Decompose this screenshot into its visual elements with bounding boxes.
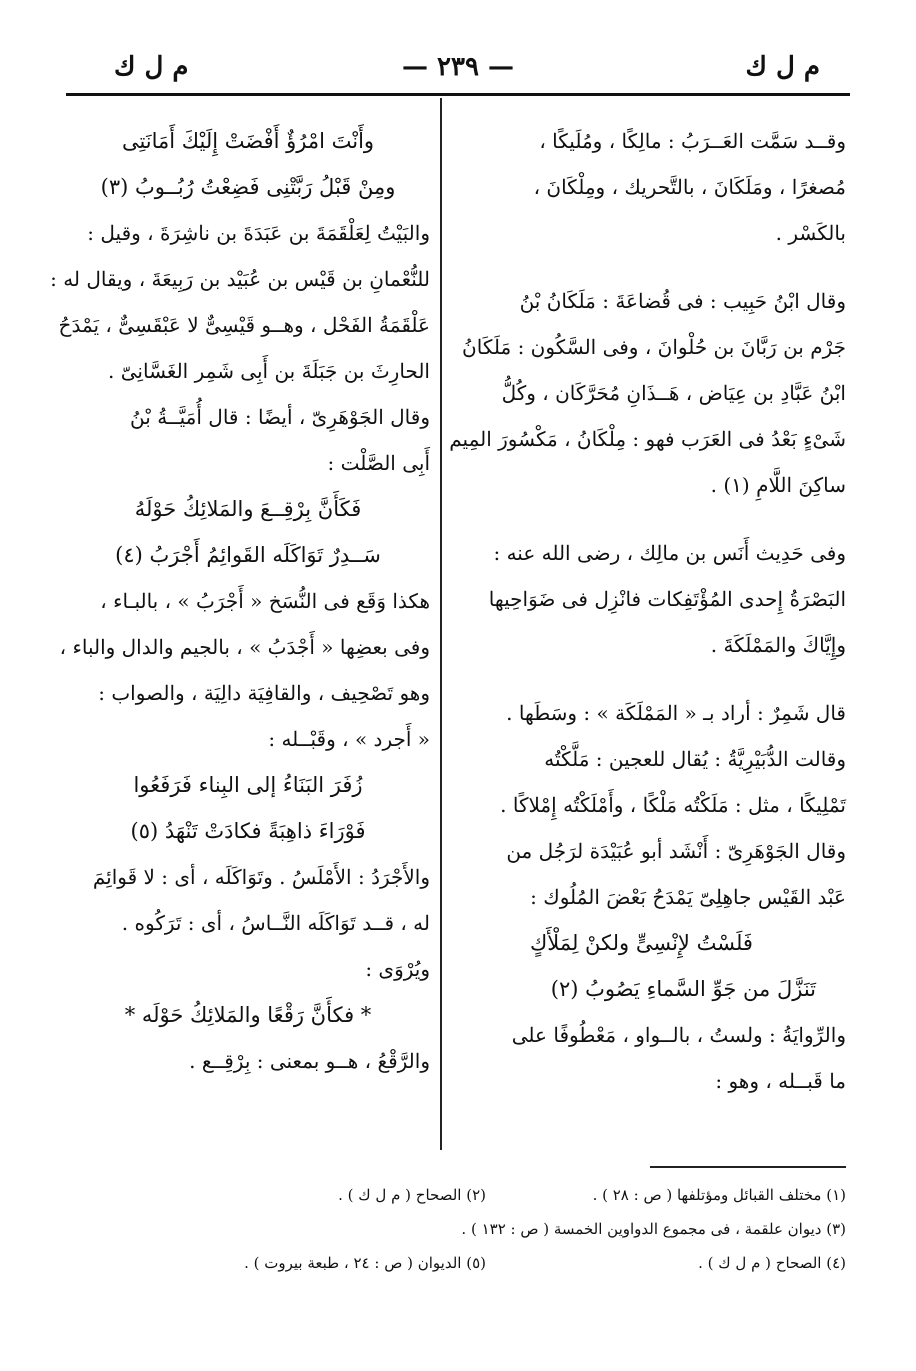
text-line: وقال الجَوْهَرِىّ : أَنْشَد أبو عُبَيْدَة لرَجُل من [506,839,846,863]
header-root-left: م ل ك [114,52,189,82]
footnote-rule [650,1166,846,1168]
text-line: وقال الجَوْهَرِىّ ، أيضًا : قال أُمَيَّــةُ بْنُ [130,405,430,429]
text-line: له ، قــد تَوَاكَلَه النَّــاسُ ، أى : تَرَكُوه . [121,911,430,935]
footnote: (٥) الديوان ( ص : ٢٤ ، طبعة بيروت ) . [244,1254,486,1272]
text-line: ويُرْوَى : [365,957,430,981]
paragraph-gap [490,508,846,530]
footnote [126,1212,486,1246]
text-line: الحارِثَ بن جَبَلَةَ بن أَبِى شَمِر الغَسَّانِىّ . [108,359,430,383]
verse-line: سَــدِرٌ تَوَاكَلَه القَوائِمُ أَجْرَبُ (٤) [115,543,381,567]
text-line: وإِيَّاكَ والمَمْلَكَةَ . [710,633,846,657]
text-line: جَرْم بن رَبَّانَ بن حُلْوانَ ، وفى السَّكُون : مَلَكَانُ [462,335,846,359]
footnote: (١) مختلف القبائل ومؤتلفها ( ص : ٢٨ ) . [592,1186,846,1204]
page-header [66,48,850,90]
verse-line: فَلَسْتُ لإِنْسِىٍّ ولكنْ لِمَلْأَكٍ [530,931,753,955]
text-line: أَبِى الصَّلْت : [327,451,430,475]
text-line: عَبْد القَيْس جاهِلِىّ يَمْدَحُ بَعْضَ المُلُوك : [530,885,846,909]
right-column [449,118,846,1104]
verse-line: زُفَرَ البَنَاءُ إلى البِناء فَرَفَعُوا [133,773,363,797]
footnote-row [126,1246,846,1280]
column-divider [440,98,442,1150]
footnote: (٤) الصحاح ( م ل ك ) . [698,1254,846,1272]
text-line: ما قَبــله ، وهو : [715,1069,846,1093]
text-line: مُصغرًا ، ومَلَكَانَ ، بالتَّحريك ، ومِلْكَانَ ، [533,175,846,199]
left-column [50,118,430,1084]
text-line: عَلْقَمَةُ الفَحْل ، وهــو قَيْسِىٌّ لا عَبْقَسِىٌّ ، يَمْدَحُ [58,313,430,337]
text-line: « أَجرد » ، وقَبْــله : [268,727,430,751]
footnote: (٣) ديوان علقمة ، فى مجموع الدواوين الخمسة ( ص : ١٣٢ ) . [461,1220,846,1238]
text-line: والرَّقْعُ ، هــو بمعنى : بِرْقِــع . [189,1049,430,1073]
header-root-right: م ل ك [745,52,820,82]
text-line: وفى بعضِها « أَجْدَبُ » ، بالجيم والدال والباء ، [59,635,430,659]
text-line: وفى حَدِيث أَنَس بن مالِك ، رضى الله عنه : [493,541,846,565]
text-line: والبَيْتُ لِعَلْقَمَةَ بن عَبَدَةَ بن ناشِرَةَ ، وقيل : [87,221,430,245]
paragraph-gap [490,668,846,690]
verse-line: وأَنْتَ امْرُؤٌ أَفْضَتْ إِلَيْكَ أَمَانَتِى [121,129,375,153]
verse-line: فَكَأَنَّ بِرْقِــعَ والمَلائِكُ حَوْلَهُ [134,497,362,521]
text-line: وقالت الدُّبَيْرِيَّةُ : يُقال للعجين : مَلَّكْتُه [544,747,846,771]
text-line: تَمْلِيكًا ، مثل : مَلَكْتُه مَلْكًا ، وأَمْلَكْتُه إِمْلاكًا . [500,793,846,817]
verse-line: فَوْرَاءَ ذاهِبَةً فكادَتْ تَنْهَدُ (٥) [130,819,366,843]
text-line: ابْنُ عَبَّادِ بن عِيَاض ، هَــذَانِ مُحَرَّكَان ، وكُلُّ [501,381,846,405]
footnote: (٢) الصحاح ( م ل ك ) . [338,1186,486,1204]
text-line: شَىْءٍ بَعْدُ فى العَرَب فهو : مِلْكَانُ ، مَكْسُورَ المِيم [449,427,846,451]
verse-line: تَنَزَّلَ من جَوِّ السَّماءِ يَصُوبُ (٢) [550,977,816,1001]
verse-line: ومِنْ قَبْلُ رَبَّتْنِى فَضِعْتُ رُبُــوبُ (٣) [100,175,396,199]
text-line: قال شَمِرٌ : أراد بـ « المَمْلَكَة » : وسَطَها . [506,701,846,725]
footnotes [126,1178,846,1280]
page-number: — ٢٣٩ — [401,52,515,82]
text-line: وقــد سَمَّت العَــرَبُ : مالِكًا ، ومُلَيكًا ، [539,129,846,153]
footnote-row [126,1212,846,1246]
text-line: والأَجْرَدُ : الأَمْلَسُ . وتَوَاكَلَه ، أى : لا قَوائِمَ [92,865,430,889]
text-line: هكذا وَقَع فى النُّسَخ « أَجْرَبُ » ، بالبـاء ، [100,589,430,613]
text-line: ساكِنَ اللَّامِ (١) . [710,473,846,497]
text-line: البَصْرَةُ إِحدى المُؤْتَفِكات فانْزِل فى ضَوَاحِيها [488,587,846,611]
header-rule [66,93,850,96]
verse-line: * فكأَنَّ رَقْعًا والمَلائِكُ حَوْلَه * [124,1003,372,1027]
footnote-row [126,1178,846,1212]
text-line: للنُّعْمانِ بن قَيْس بن عُبَيْد بن رَبِيعَةَ ، ويقال له : [50,267,430,291]
text-line: بالكَسْر . [775,221,846,245]
text-line: وقال ابْنُ حَبِيب : فى قُضاعَةَ : مَلَكَانُ بْنُ [519,289,846,313]
text-line: وهو تَصْحِيف ، والقافِيَة دالِيَة ، والصواب : [98,681,430,705]
text-line: والرِّوايَةُ : ولستُ ، بالــواو ، مَعْطُوفًا على [511,1023,846,1047]
paragraph-gap [490,256,846,278]
